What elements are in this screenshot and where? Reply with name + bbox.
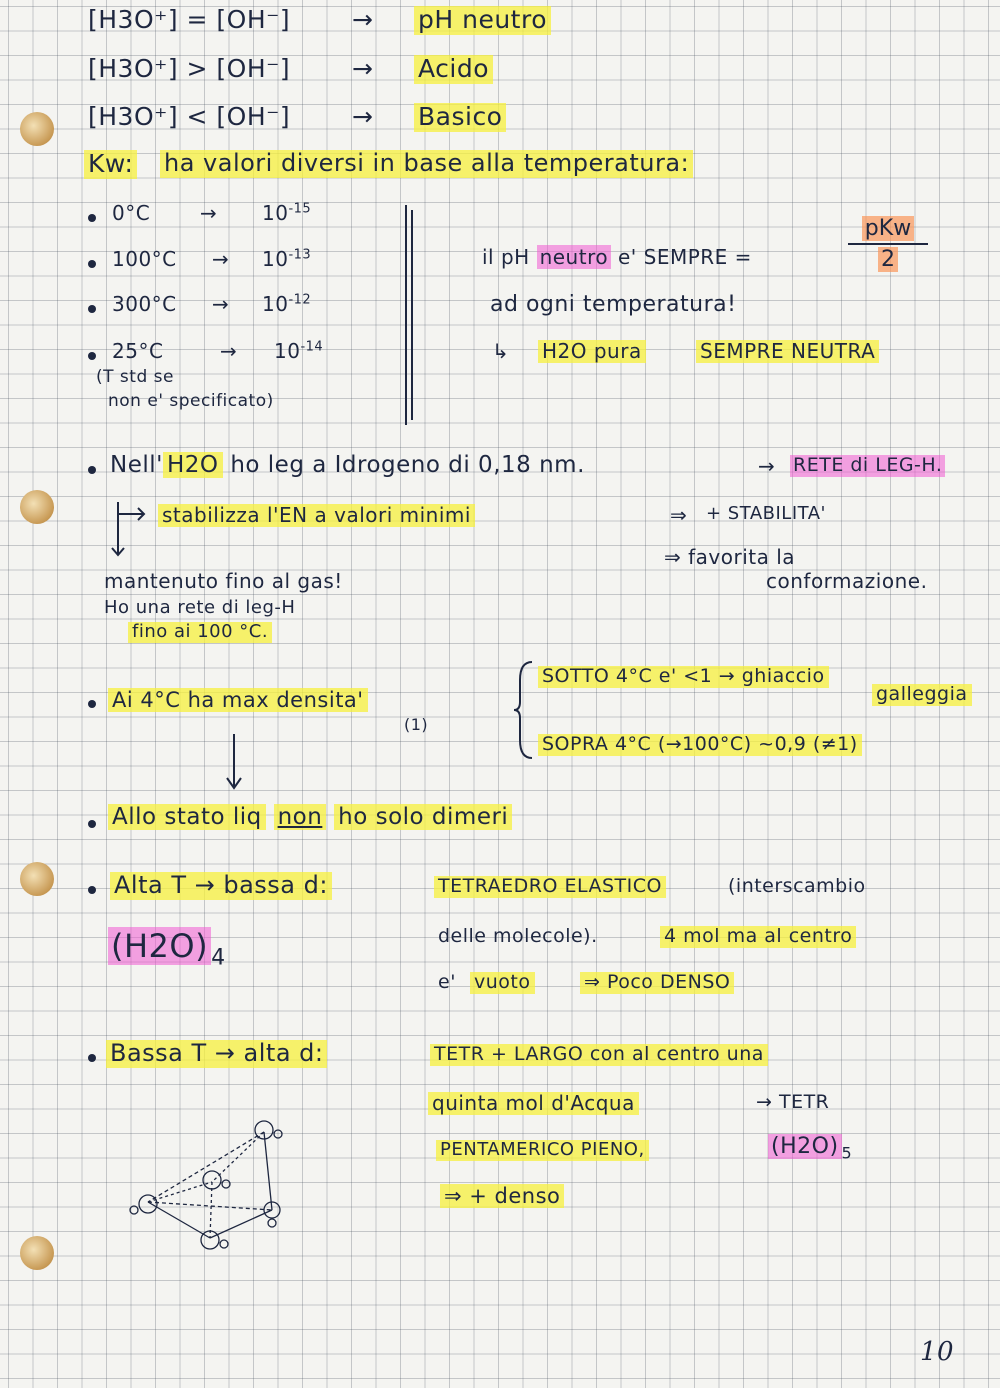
bassa-formula <box>768 1134 852 1163</box>
hbond-rete-arrow: → <box>758 454 776 478</box>
alta-formula <box>108 928 226 971</box>
density-below: SOTTO 4°C e' <1 → ghiaccio <box>538 666 829 688</box>
down-arrow-icon <box>224 732 244 792</box>
kw-item-temp: 0°C <box>112 201 151 225</box>
page-number: 10 <box>920 1337 955 1367</box>
neutral-pre: il pH <box>482 245 530 269</box>
kw-item-exponent: -12 <box>288 292 312 308</box>
kw-item-value <box>262 293 311 316</box>
alta-interscambio: (interscambio <box>728 875 866 897</box>
ph-rule-basic-result: Basico <box>414 103 506 132</box>
bassa-formula-main: (H2O) <box>768 1134 842 1159</box>
branch-arrow-icon <box>110 498 150 558</box>
neutral-mid: e' SEMPRE = <box>617 245 752 269</box>
hbond-line <box>110 452 585 478</box>
ph-rule-basic-arrow: → <box>352 102 374 131</box>
hbond-conformazione: conformazione. <box>766 569 928 593</box>
kw-item-temp: 25°C <box>112 339 164 363</box>
neutral-line3-b: SEMPRE NEUTRA <box>696 340 879 363</box>
bullet-icon <box>88 466 96 474</box>
density-above: SOPRA 4°C (→100°C) ~0,9 (≠1) <box>538 734 862 756</box>
alta-poco-denso: ⇒ Poco DENSO <box>580 972 734 994</box>
kw-item-value <box>262 248 311 271</box>
kw-item-exponent: -15 <box>288 201 312 217</box>
ph-rule-neutral-arrow: → <box>352 5 374 34</box>
alta-vuoto: vuoto <box>470 972 535 994</box>
bassa-line2-tetr: → TETR <box>756 1091 830 1113</box>
pkw-denominator: 2 <box>878 247 898 272</box>
kw-item-arrow: → <box>212 247 230 271</box>
bullet-icon <box>88 352 96 360</box>
bullet-icon <box>88 305 96 313</box>
divider-line <box>405 205 407 425</box>
hbond-stabilita: + STABILITA' <box>706 503 826 524</box>
bullet-icon <box>88 886 96 894</box>
hbond-text: ho leg a Idrogeno di 0,18 nm. <box>230 452 585 478</box>
ph-rule-neutral-result: pH neutro <box>414 6 551 35</box>
neutral-line2: ad ogni temperatura! <box>490 292 737 317</box>
kw-item-arrow: → <box>200 201 218 225</box>
kw-item-arrow: → <box>212 292 230 316</box>
hbond-mantenuto: mantenuto fino al gas! <box>104 569 343 593</box>
kw-description: ha valori diversi in base alla temperatura: <box>160 150 693 178</box>
alta-tetraedro: TETRAEDRO ELASTICO <box>434 876 666 898</box>
kw-item-exponent: -14 <box>300 339 324 355</box>
liquid-line <box>108 804 512 830</box>
fraction-bar <box>848 243 928 245</box>
binder-hole <box>20 112 54 146</box>
alta-molecole: delle molecole). <box>438 925 598 947</box>
alta-formula-sub: 4 <box>211 945 226 971</box>
liquid-non: non <box>274 804 327 830</box>
bassa-line1: TETR + LARGO con al centro una <box>430 1044 768 1066</box>
bassa-formula-sub: 5 <box>841 1143 853 1163</box>
bullet-icon <box>88 214 96 222</box>
hbond-stabilizza: stabilizza l'EN a valori minimi <box>158 504 475 527</box>
alta-head: Alta T → bassa d: <box>110 872 332 900</box>
density-one: (1) <box>404 715 429 734</box>
pkw-numerator: pKw <box>862 216 914 241</box>
brace-icon <box>512 660 536 760</box>
liquid-post: ho solo dimeri <box>334 804 512 830</box>
density-below2: galleggia <box>872 684 972 706</box>
kw-label: Kw: <box>84 150 137 179</box>
bassa-line3: PENTAMERICO PIENO, <box>436 1140 649 1161</box>
pkw-fraction <box>848 216 928 272</box>
alta-formula-main: (H2O) <box>108 927 211 965</box>
neutral-line3-arrow: ↳ <box>492 339 510 363</box>
neutral-line3-a: H2O pura <box>538 340 646 363</box>
binder-hole <box>20 862 54 896</box>
liquid-pre: Allo stato liq <box>108 804 266 830</box>
alta-centro: 4 mol ma al centro <box>660 926 856 948</box>
ph-rule-acid-result: Acido <box>414 55 493 84</box>
bullet-icon <box>88 820 96 828</box>
binder-hole <box>20 490 54 524</box>
kw-item-temp: 300°C <box>112 292 177 316</box>
hbond-favorita: ⇒ favorita la <box>664 545 796 569</box>
kw-item-base: 10 <box>274 339 301 363</box>
ph-rule-acid-left: [H3O⁺] > [OH⁻] <box>88 54 291 83</box>
kw-item-temp: 100°C <box>112 247 177 271</box>
hbond-dbl-arrow: ⇒ <box>670 503 688 527</box>
kw-item-base: 10 <box>262 292 289 316</box>
hbond-rete: RETE di LEG-H. <box>790 455 945 477</box>
bullet-icon <box>88 700 96 708</box>
density-text: Ai 4°C ha max densita' <box>108 688 368 712</box>
neutral-word: neutro <box>537 245 612 269</box>
ph-rule-neutral-left: [H3O⁺] = [OH⁻] <box>88 5 291 34</box>
kw-note-line1: (T std se <box>96 367 174 387</box>
divider-line <box>411 210 413 420</box>
kw-item-arrow: → <box>220 339 238 363</box>
hbond-pre: Nell' <box>110 452 163 478</box>
alta-e: e' <box>438 971 456 993</box>
kw-note-line2: non e' specificato) <box>108 391 274 411</box>
kw-item-base: 10 <box>262 201 289 225</box>
ph-rule-basic-left: [H3O⁺] < [OH⁻] <box>88 102 291 131</box>
kw-item-exponent: -13 <box>288 247 312 263</box>
binder-hole <box>20 1236 54 1270</box>
bullet-icon <box>88 260 96 268</box>
kw-item-value <box>262 202 311 225</box>
pentamer-sketch <box>120 1110 300 1260</box>
bassa-head: Bassa T → alta d: <box>106 1040 327 1068</box>
hbond-h2o: H2O <box>163 452 223 478</box>
bullet-icon <box>88 1054 96 1062</box>
hbond-fino: fino ai 100 °C. <box>128 622 272 643</box>
kw-item-base: 10 <box>262 247 289 271</box>
neutral-line1 <box>482 246 752 269</box>
bassa-line2: quinta mol d'Acqua <box>428 1092 639 1115</box>
bassa-denso: ⇒ + denso <box>440 1184 564 1208</box>
hbond-rete-leg: Ho una rete di leg-H <box>104 597 296 618</box>
ph-rule-acid-arrow: → <box>352 54 374 83</box>
kw-item-value <box>274 340 323 363</box>
